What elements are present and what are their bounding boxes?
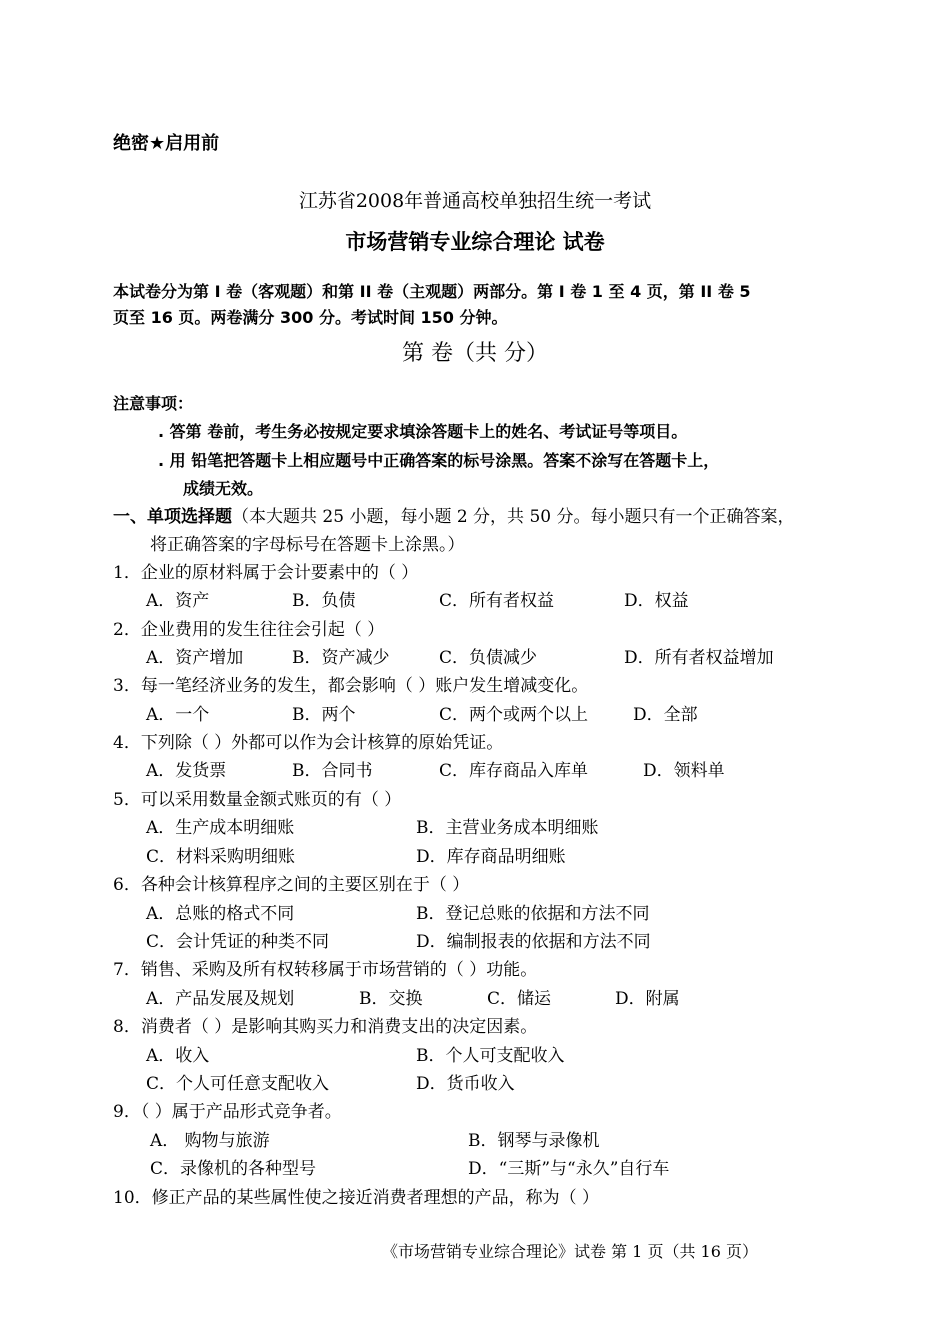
section-heading: 第 卷（共 分）	[402, 341, 548, 366]
question-8-option-b: B．个人可支配收入	[416, 1046, 565, 1066]
question-2-option-c: C．负债减少	[439, 648, 538, 668]
question-3-option-c: C．两个或两个以上	[439, 705, 589, 725]
question-4-option-c: C．库存商品入库单	[439, 761, 589, 781]
notes-title: 注意事项：	[113, 394, 194, 413]
question-2-option-b: B．资产减少	[292, 648, 390, 668]
question-6-option-a: A．总账的格式不同	[146, 904, 295, 924]
question-3-stem: 3．每一笔经济业务的发生，都会影响（ ）账户发生增减变化。	[113, 676, 589, 696]
question-3-option-d: D．全部	[633, 705, 698, 725]
part1-heading-rest: （本大题共 25 小题，每小题 2 分，共 50 分。每小题只有一个正确答案，	[232, 507, 795, 527]
question-2-option-a: A．资产增加	[146, 648, 244, 668]
page-footer: 《市场营销专业综合理论》试卷 第 1 页（共 16 页）	[382, 1242, 758, 1261]
paper-title: 市场营销专业综合理论 试卷	[345, 230, 605, 254]
question-3-option-b: B．两个	[292, 705, 356, 725]
question-9-option-a: A． 购物与旅游	[150, 1131, 270, 1151]
question-6-stem: 6．各种会计核算程序之间的主要区别在于（ ）	[113, 875, 470, 895]
question-9-option-b: B．钢琴与录像机	[468, 1131, 600, 1151]
question-7-option-d: D．附属	[615, 989, 680, 1009]
notes-item-1: . 答第 卷前，考生务必按规定要求填涂答题卡上的姓名、考试证号等项目。	[158, 422, 688, 441]
question-5-option-c: C．材料采购明细账	[146, 847, 296, 867]
question-10-stem: 10．修正产品的某些属性使之接近消费者理想的产品，称为（ ）	[113, 1188, 600, 1208]
question-5-option-d: D．库存商品明细账	[416, 847, 566, 867]
question-1-option-a: A．资产	[146, 591, 210, 611]
notes-item-2: . 用 铅笔把答题卡上相应题号中正确答案的标号涂黑。答案不涂写在答题卡上，	[158, 451, 720, 470]
notes-item-2-cont: 成绩无效。	[183, 479, 264, 498]
question-5-option-a: A．生产成本明细账	[146, 818, 295, 838]
question-8-option-a: A．收入	[146, 1046, 210, 1066]
question-4-option-d: D．领料单	[643, 761, 725, 781]
confidential-label: 绝密★启用前	[113, 133, 220, 154]
exam-title: 江苏省2008年普通高校单独招生统一考试	[298, 190, 652, 212]
part1-heading	[113, 506, 795, 528]
question-1-option-b: B．负债	[292, 591, 356, 611]
question-5-option-b: B．主营业务成本明细账	[416, 818, 599, 838]
question-7-option-a: A．产品发展及规划	[146, 989, 295, 1009]
intro-line-2: 页至 16 页。两卷满分 300 分。考试时间 150 分钟。	[113, 308, 508, 327]
part1-heading-cont: 将正确答案的字母标号在答题卡上涂黑。）	[150, 535, 465, 555]
question-1-option-d: D．权益	[624, 591, 689, 611]
question-9-stem: 9．（ ）属于产品形式竞争者。	[113, 1102, 342, 1122]
question-2-stem: 2．企业费用的发生往往会引起（ ）	[113, 620, 385, 640]
question-1-option-c: C．所有者权益	[439, 591, 555, 611]
question-8-stem: 8．消费者（ ）是影响其购买力和消费支出的决定因素。	[113, 1017, 538, 1037]
question-8-option-d: D．货币收入	[416, 1074, 515, 1094]
part1-heading-label: 一、单项选择题	[113, 507, 232, 527]
question-4-option-b: B．合同书	[292, 761, 373, 781]
question-1-stem: 1．企业的原材料属于会计要素中的（ ）	[113, 563, 419, 583]
question-7-stem: 7．销售、采购及所有权转移属于市场营销的（ ）功能。	[113, 960, 538, 980]
question-8-option-c: C．个人可任意支配收入	[146, 1074, 330, 1094]
question-7-option-b: B．交换	[359, 989, 423, 1009]
question-5-stem: 5．可以采用数量金额式账页的有（ ）	[113, 790, 402, 810]
question-9-option-c: C．录像机的各种型号	[150, 1159, 317, 1179]
question-9-option-d: D．“三斯”与“永久”自行车	[468, 1159, 670, 1179]
question-4-stem: 4．下列除（ ）外都可以作为会计核算的原始凭证。	[113, 733, 504, 753]
question-2-option-d: D．所有者权益增加	[624, 648, 774, 668]
question-4-option-a: A．发货票	[146, 761, 227, 781]
question-7-option-c: C．储运	[487, 989, 552, 1009]
question-6-option-c: C．会计凭证的种类不同	[146, 932, 330, 952]
question-3-option-a: A．一个	[146, 705, 210, 725]
question-6-option-d: D．编制报表的依据和方法不同	[416, 932, 651, 952]
intro-line-1: 本试卷分为第 I 卷（客观题）和第 II 卷（主观题）两部分。第 I 卷 1 至 4 页，第 II 卷 5	[113, 282, 751, 301]
question-6-option-b: B．登记总账的依据和方法不同	[416, 904, 650, 924]
